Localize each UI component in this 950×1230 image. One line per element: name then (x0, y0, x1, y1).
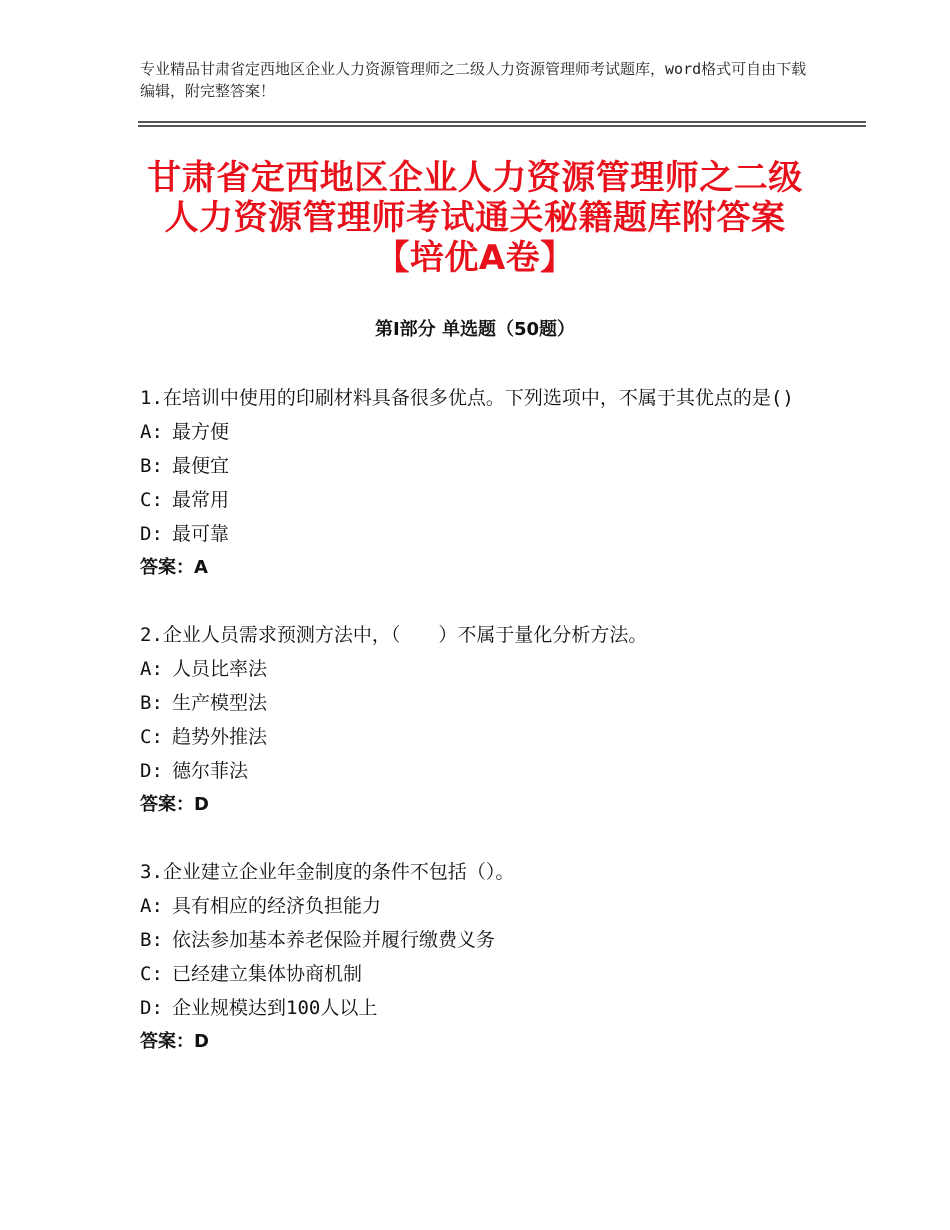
option-c (140, 720, 810, 754)
option-key: A: (140, 421, 163, 443)
option-key: C: (140, 489, 163, 511)
option-text: 最便宜 (172, 455, 230, 477)
option-key: D: (140, 523, 163, 545)
option-key: D: (140, 760, 163, 782)
option-key: A: (140, 895, 163, 917)
question-stem: 2.企业人员需求预测方法中，（ ）不属于量化分析方法。 (140, 624, 648, 646)
question-stem: 3.企业建立企业年金制度的条件不包括（）。 (140, 861, 515, 883)
option-b (140, 449, 810, 483)
option-key: B: (140, 692, 163, 714)
option-text: 最常用 (172, 489, 230, 511)
option-text: 德尔菲法 (172, 760, 249, 782)
option-key: C: (140, 963, 163, 985)
option-text: 依法参加基本养老保险并履行缴费义务 (172, 929, 496, 951)
title-line-2: 人力资源管理师考试通关秘籍题库附答案 (164, 198, 786, 238)
header-divider-bottom (138, 125, 866, 127)
option-key: C: (140, 726, 163, 748)
option-key: D: (140, 997, 163, 1019)
answer-label: 答案：D (140, 1031, 209, 1052)
header-note: 专业精品甘肃省定西地区企业人力资源管理师之二级人力资源管理师考试题库，word格式可自由下载编辑，附完整答案！ (140, 60, 807, 100)
answer-label: 答案：A (140, 557, 208, 578)
section-heading: 第Ⅰ部分 单选题（50题） (374, 319, 575, 340)
option-c (140, 483, 810, 517)
question-2 (140, 618, 810, 822)
option-b (140, 686, 810, 720)
option-a (140, 415, 810, 449)
option-text: 已经建立集体协商机制 (172, 963, 363, 985)
option-d (140, 754, 810, 788)
answer-label: 答案：D (140, 794, 209, 815)
question-3 (140, 855, 810, 1059)
option-a (140, 889, 810, 923)
option-key: A: (140, 658, 163, 680)
option-text: 人员比率法 (172, 658, 268, 680)
question-stem: 1.在培训中使用的印刷材料具备很多优点。下列选项中，不属于其优点的是() (140, 387, 794, 409)
option-d (140, 991, 810, 1025)
option-key: B: (140, 929, 163, 951)
option-text: 具有相应的经济负担能力 (172, 895, 382, 917)
option-key: B: (140, 455, 163, 477)
question-1 (140, 381, 810, 585)
option-a (140, 652, 810, 686)
option-text: 最方便 (172, 421, 230, 443)
option-text: 企业规模达到100人以上 (172, 997, 378, 1019)
option-text: 趋势外推法 (172, 726, 268, 748)
document-title (120, 158, 830, 278)
option-text: 最可靠 (172, 523, 230, 545)
option-b (140, 923, 810, 957)
option-text: 生产模型法 (172, 692, 268, 714)
question-list (140, 381, 810, 1092)
title-line-1: 甘肃省定西地区企业人力资源管理师之二级 (147, 158, 803, 198)
option-c (140, 957, 810, 991)
title-line-3: 【培优A卷】 (375, 238, 575, 278)
option-d (140, 517, 810, 551)
header-divider-top (138, 121, 866, 123)
